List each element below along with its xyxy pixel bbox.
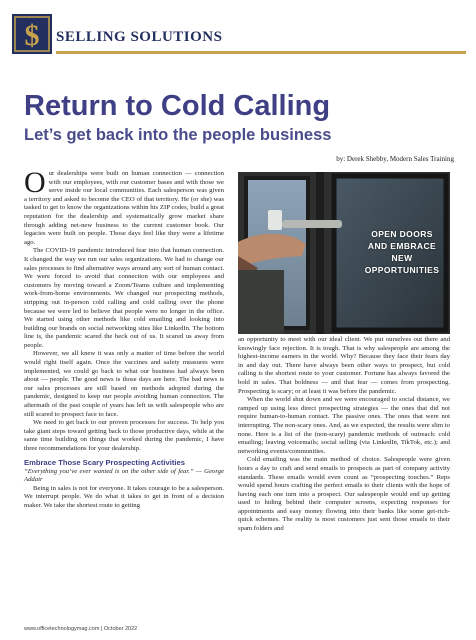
dollar-sign-icon <box>12 14 52 54</box>
sign-line: OPEN DOORS <box>371 229 433 239</box>
article-byline: by: Derek Shebby, Modern Sales Training <box>336 155 454 163</box>
article-paragraph: Being in sales is not for everyone. It takes courage to be a salesperson. We interrupt people. We do what it takes to get in front of a decision maker. We take the shortest route to getting <box>24 484 224 509</box>
paragraph-text: ur dealerships were built on human connection — connection with our employees, with our customer bases and with those we serve inside our local communities. Each salesperson was given a territory and asked to become the CEO of that territory. He (or she) was tasked to get to know the organizations within his ZIP codes, build a great reputation for the dealership and systematically grow market share through adding net-new business to the current customer book. Our legacies were built on people. Those days feel like they were a lifetime ago. <box>24 170 224 246</box>
page-header <box>12 12 466 62</box>
article-paragraph: The COVID-19 pandemic introduced fear into that human connection. It changed the way we run our sales organizations. We had to change our sales processes to find alternative ways around any sort of human contact. We were forced to avoid that connection with our employees and customers by moving toward a Zoom/Teams culture and implementing work-from-home environments. We changed our prospecting methods, stripping out in-person cold calling and cold calling over the phone because we were led to believe that people were no longer in the office. We started using other methods like cold emailing and looking into building our brands on social networking sites like LinkedIn. The bottom line is, the pandemic scared the heck out of us. It scared us away from people. <box>24 247 224 349</box>
article-photo <box>238 172 450 334</box>
article-title: Return to Cold Calling <box>24 90 331 122</box>
article-paragraph: When the world shut down and we were encouraged to social distance, we ramped up using less direct prospecting strategies — the ones that did not require human-to-human contact. The passive ones. The ones that were not interrupting. The non-scary ones. And, as we expected, the results were slim to none. Here is a list of the (non-scary) pandemic methods of outreach: cold emailing; leaving voicemails; social selling (via LinkedIn, TikTok, etc.); and networking events/communities. <box>238 396 450 455</box>
page-footer: www.officetechnologymag.com | October 2022 <box>24 626 138 632</box>
article-paragraph <box>24 166 224 247</box>
header-divider <box>56 51 466 54</box>
door-sign-text <box>360 228 444 276</box>
article-column-right <box>238 336 450 534</box>
article-subtitle: Let’s get back into the people business <box>24 126 332 144</box>
article-paragraph: However, we all knew it was only a matter of time before the world would right itself again. Once the vaccines and safety measures were implemented, we could go back to what our business had always been about — people. The good news is those days are here. The bad news is our sales processes are still based on methods adopted during the pandemic, designed to keep our people avoiding human connection. The aftermath of the past couple of years has left us with salespeople who are still scared to prospect face to face. <box>24 350 224 418</box>
article-paragraph: We need to get back to our proven processes for success. To help you take giant steps toward getting back to those productive days, while at the same time building on things that worked during the pandemic, I have three recommendations for your dealership. <box>24 419 224 452</box>
article-column-left <box>24 166 224 511</box>
section-heading: Embrace Those Scary Prospecting Activities <box>24 457 185 467</box>
svg-text:$: $ <box>24 19 40 52</box>
drop-cap: O <box>24 166 46 199</box>
sign-line: NEW <box>391 253 413 263</box>
article-paragraph: Cold emailing was the main method of choice. Salespeople were given hours a day to craft and send emails to prospects as part of company activity standards. These emails would even count as “prospecting touches.” Reps would spend hours crafting the perfect emails to their clients with the hope of having each one turn into a prospect. Our salespeople would end up getting used to hiding behind their computer screens, expecting responses for appointments and easy money flowing into their banks like some get-rich-quick schemes. The reality is most customers just sent those emails to their spam folders and <box>238 456 450 533</box>
sign-line: AND EMBRACE <box>367 241 437 251</box>
sign-line: OPPORTUNITIES <box>364 265 440 275</box>
pull-quote: “Everything you’ve ever wanted is on the other side of fear.” — George Addair <box>24 467 224 484</box>
article-paragraph: an opportunity to meet with our ideal client. We put ourselves out there and knowingly face rejection. It is tough. That is why salespeople are among the highest-income earners in the world. Why? Because they face their fears day in and day out. There have always been other ways to prospect, but cold calling is the shortest route to your customer. Fortune has always favored the bold in sales. That boldness — and that fear — comes from prospecting. Prospecting is scary; or at least it was before the pandemic. <box>238 336 450 395</box>
section-title: SELLING SOLUTIONS <box>56 29 223 45</box>
